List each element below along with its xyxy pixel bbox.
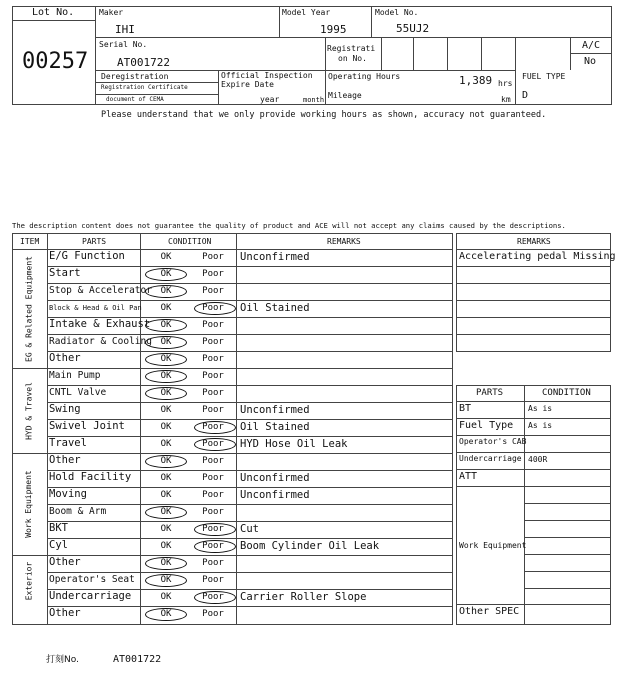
table-row [47,385,453,402]
condition-circle [145,608,187,621]
condition-ok: OK [160,388,172,398]
part-name: Other [49,607,81,619]
part-name: BKT [49,522,68,534]
condition-circle [194,421,236,434]
remark-text: Cut [240,523,259,535]
table-row [47,521,453,538]
model-no-value: 55UJ2 [396,22,430,35]
condition-ok: OK [160,286,172,296]
condition-poor: Poor [202,558,224,568]
part-name: Other [49,454,81,466]
condition-poor: Poor [202,439,224,449]
condition-ok: OK [160,473,172,483]
lot-number: 00257 [22,49,89,74]
spec-part: Undercarriage [459,454,522,463]
condition-poor: Poor [202,303,224,313]
condition-circle [145,268,187,281]
remark-text: Unconfirmed [240,404,310,416]
registration-label-1: Registrati [327,44,376,53]
condition-circle [145,455,187,468]
cema-label: document of CEMA [106,96,164,103]
group-label: Exterior [24,561,33,600]
maker-label: Maker [99,8,124,17]
condition-poor: Poor [202,609,224,619]
table-row [47,504,453,521]
group-label: Work Equipment [24,470,33,538]
lot-label: Lot No. [32,7,75,18]
condition-circle [194,438,236,451]
table-row [47,317,453,334]
table-row [47,402,453,419]
group-label: EG & Related Equipment [24,255,33,362]
remark-text: Unconfirmed [240,472,310,484]
condition-ok: OK [160,558,172,568]
item-header: ITEM [20,237,40,246]
condition-circle [194,540,236,553]
deregistration-label: Deregistration [101,72,169,81]
remark-text: HYD Hose Oil Leak [240,438,348,450]
parts-header: PARTS [82,237,107,246]
month-label: month [303,96,325,104]
remark-text: Unconfirmed [240,489,310,501]
table-row [47,606,453,623]
table-row [47,470,453,487]
description-note: The description content does not guarantee the quality of product and ACE will not accept any claims caused by the descriptions. [12,221,566,230]
model-no-label: Model No. [375,8,419,17]
part-name: Other [49,352,81,364]
table-row [47,368,453,385]
condition-poor: Poor [202,575,224,585]
inspection-label-1: Official Inspection [221,71,313,80]
inspection-label-2: Expire Date [221,80,274,89]
hrs-label: hrs [498,79,513,88]
right-remarks-header: REMARKS [517,237,551,246]
condition-poor: Poor [202,456,224,466]
condition-poor: Poor [202,320,224,330]
condition-ok: OK [160,252,172,262]
condition-ok: OK [160,490,172,500]
maker-value: IHI [115,23,135,36]
part-name: CNTL Valve [49,387,107,398]
condition-ok: OK [160,354,172,364]
spec-part: BT [459,403,472,414]
mileage-label: Mileage [328,91,362,100]
condition-poor: Poor [202,422,224,432]
table-row [47,538,453,555]
condition-circle [145,506,187,519]
model-year-label: Model Year [282,8,331,17]
remark-text: Unconfirmed [240,251,310,263]
table-row [47,300,453,317]
table-row [47,266,453,283]
spec-parts-header: PARTS [476,388,504,398]
table-row [47,419,453,436]
part-name: Hold Facility [49,471,132,483]
part-name: Swing [49,403,81,415]
table-row [47,589,453,606]
condition-circle [145,370,187,383]
condition-ok: OK [160,269,172,279]
fuel-type-value: D [522,90,529,101]
condition-ok: OK [160,405,172,415]
part-name: Boom & Arm [49,506,107,517]
condition-poor: Poor [202,388,224,398]
condition-header: CONDITION [168,237,212,246]
remark-text: Carrier Roller Slope [240,591,367,603]
condition-circle [194,523,236,536]
table-row [47,555,453,572]
condition-poor: Poor [202,592,224,602]
part-name: Stop & Accelerator [49,285,152,296]
spec-condition: As is [528,404,553,413]
remarks-header: REMARKS [327,237,361,246]
condition-ok: OK [160,575,172,585]
stamp-label: 打刻No. [46,655,79,665]
km-label: km [501,95,511,104]
remark-text: Oil Stained [240,421,310,433]
stamp-value: AT001722 [113,654,162,665]
ac-label: A/C [582,40,601,51]
part-name: Travel [49,437,87,449]
registration-certificate-label: Registration Certificate [101,84,188,91]
remark-text: Boom Cylinder Oil Leak [240,540,380,552]
table-row [47,334,453,351]
condition-poor: Poor [202,507,224,517]
part-name: Swivel Joint [49,420,125,432]
table-row [47,453,453,470]
right-remark-text: Accelerating pedal Missing [459,251,616,262]
condition-poor: Poor [202,405,224,415]
registration-label-2: on No. [338,54,367,63]
condition-circle [145,285,187,298]
condition-ok: OK [160,456,172,466]
group-label: HYD & Travel [24,381,33,440]
condition-ok: OK [160,609,172,619]
condition-poor: Poor [202,473,224,483]
condition-poor: Poor [202,524,224,534]
condition-ok: OK [160,320,172,330]
ac-value: No [584,56,597,67]
table-row [47,249,453,266]
condition-poor: Poor [202,252,224,262]
condition-ok: OK [160,541,172,551]
spec-part: Other SPEC [459,606,520,617]
condition-ok: OK [160,439,172,449]
spec-condition: 400R [528,455,548,464]
condition-ok: OK [160,507,172,517]
part-name: Intake & Exhaust [49,318,151,330]
condition-poor: Poor [202,286,224,296]
operating-hours-label: Operating Hours [328,72,401,81]
table-row [47,436,453,453]
part-name: Other [49,556,81,568]
part-name: Main Pump [49,370,101,381]
condition-poor: Poor [202,337,224,347]
part-name: Operator's Seat [49,574,135,585]
condition-circle [145,387,187,400]
model-year-value: 1995 [320,23,347,36]
disclaimer-text: Please understand that we only provide working hours as shown, accuracy not guaranteed. [101,110,547,120]
condition-circle [145,336,187,349]
condition-circle [145,319,187,332]
spec-part: ATT [459,471,478,482]
part-name: Block & Head & Oil Pan [49,304,142,312]
condition-poor: Poor [202,541,224,551]
spec-part: Operator's CAB [459,437,527,446]
condition-ok: OK [160,371,172,381]
part-name: Undercarriage [49,590,132,602]
part-name: Moving [49,488,87,500]
condition-poor: Poor [202,354,224,364]
condition-ok: OK [160,303,172,313]
condition-circle [194,591,236,604]
condition-poor: Poor [202,371,224,381]
part-name: E/G Function [49,250,125,262]
condition-circle [145,557,187,570]
condition-poor: Poor [202,490,224,500]
table-row [47,487,453,504]
operating-hours-value: 1,389 [459,74,493,87]
condition-circle [194,302,236,315]
spec-part: Fuel Type [459,420,514,431]
condition-poor: Poor [202,269,224,279]
table-row [47,351,453,368]
condition-ok: OK [160,592,172,602]
condition-circle [145,353,187,366]
fuel-type-label: FUEL TYPE [522,72,566,81]
part-name: Cyl [49,539,68,551]
remark-text: Oil Stained [240,302,310,314]
condition-ok: OK [160,524,172,534]
serial-label: Serial No. [99,40,148,49]
serial-value: AT001722 [117,56,170,69]
condition-ok: OK [160,337,172,347]
table-row [47,283,453,300]
condition-ok: OK [160,422,172,432]
year-label: year [260,95,280,104]
spec-condition: As is [528,421,553,430]
condition-circle [145,574,187,587]
spec-part: Work Equipment [459,541,527,550]
part-name: Start [49,267,81,279]
table-row [47,572,453,589]
spec-condition-header: CONDITION [542,388,591,398]
part-name: Radiator & Cooling [49,336,152,347]
